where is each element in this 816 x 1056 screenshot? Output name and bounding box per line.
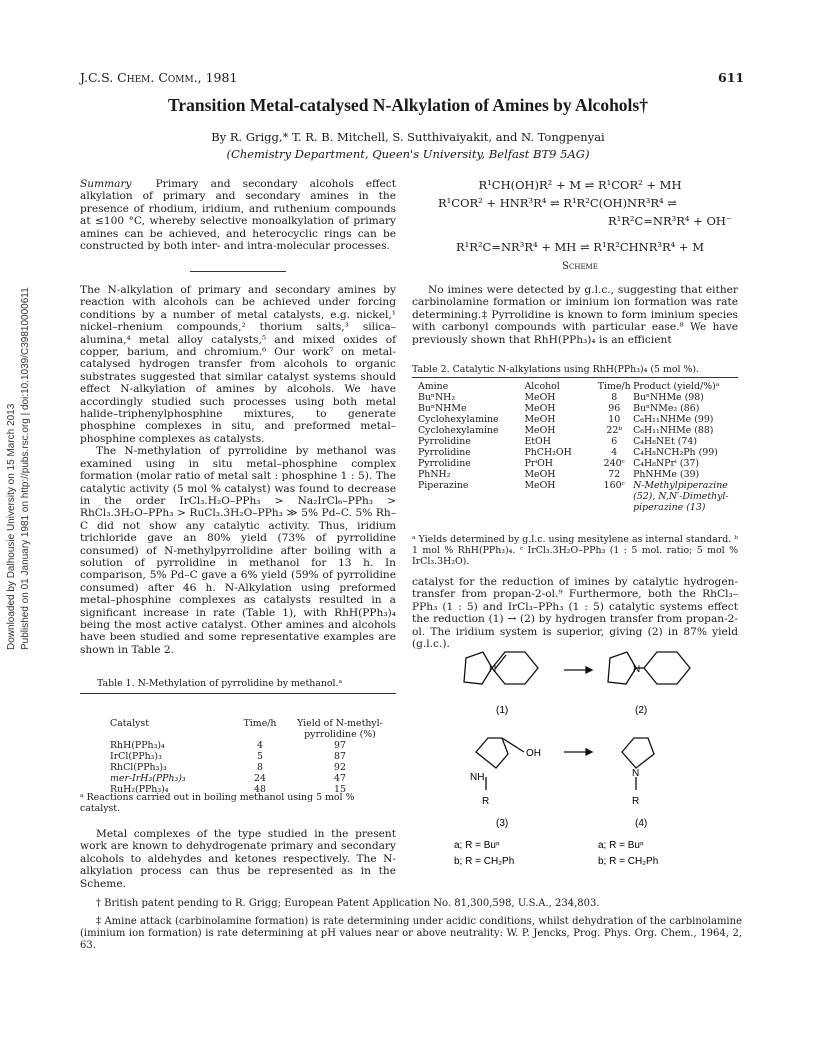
- variant-label: a; R = Buⁿ: [598, 840, 644, 851]
- table1-cell: mer-IrH₃(PPh₃)₃: [110, 773, 186, 784]
- compound-label: (2): [635, 705, 648, 716]
- table1-cell: IrCl(PPh₃)₃: [110, 751, 162, 762]
- table2-cell: BuⁿNH₂: [418, 392, 456, 403]
- structure-4: [622, 738, 654, 790]
- download-watermark: [0, 260, 40, 660]
- body-paragraph: catalyst for the reduction of imines by catalytic hydrogen-transfer from propan-2-ol.⁹ Furthermore, both the RhCl₃–PPh₃ (1 : 5) and IrCl₃–PPh₃ (1 : 5) catalytic systems effect the reduction (1) → (2) by hydrogen transfer from propan-2-ol. The iridium system is superior, giving (2) in 87% yield (g.l.c.).: [412, 576, 738, 651]
- table2-cell: PhNH₂: [418, 469, 451, 480]
- table2-footnote: ᵃ Yields determined by g.l.c. using mesitylene as internal standard. ᵇ 1 mol % RhH(PPh₃)₄. ᶜ IrCl₃.3H₂O–PPh₃ (1 : 5 mol. ratio; 5 mol % IrCl₃.3H₂O).: [412, 534, 738, 567]
- table2-cell: EtOH: [524, 436, 551, 447]
- footnote-dagger: † British patent pending to R. Grigg; European Patent Application No. 81,300,598, U.S.A., 234,803.: [96, 898, 600, 909]
- table2-cell: PhCH₂OH: [524, 447, 572, 458]
- table2: [418, 381, 744, 513]
- structure-2: [608, 652, 690, 684]
- scheme-label: Scheme: [562, 261, 598, 272]
- table1-header: Catalyst: [110, 718, 149, 729]
- table1-cell: 87: [334, 751, 346, 762]
- table2-cell: BuⁿNHMe: [418, 403, 467, 414]
- table2-cell: Pyrrolidine: [418, 458, 471, 469]
- table1-cell: 15: [334, 784, 346, 795]
- compound-label: (1): [496, 705, 509, 716]
- compound-label: (3): [496, 818, 509, 829]
- nitrogen-label: N: [632, 768, 640, 779]
- table2-cell: PhNHMe (39): [633, 469, 700, 480]
- body-paragraph: The N-alkylation of primary and secondary amines by reaction with alcohols can be achieved under forcing conditions by a number of metal catalysts, e.g. nickel,¹ nickel–rhenium compounds,² thorium salts,³ silica–alumina,⁴ metal alloy catalysts,⁵ and mixed oxides of copper, barium, and chromium.⁶ Our work⁷ on metal-catalysed hydrogen transfer from alcohols to organic substrates suggested that similar catalyst systems should effect N-alkylation of amines by alcohols. We have accordingly studied such processes using both metal halide–triphenylphosphine mixtures, to generate phosphine complexes in situ, and preformed metal–phosphine complexes as catalysts.: [80, 284, 396, 445]
- body-left-end: [80, 828, 396, 890]
- summary: [80, 178, 396, 252]
- nitrogen-label: N: [633, 664, 641, 675]
- reaction-arrow: [564, 667, 592, 673]
- article-title: Transition Metal-catalysed N-Alkylation of Amines by Alcohols†: [168, 95, 648, 115]
- table2-cell: 10: [608, 414, 621, 425]
- table2-cell: 240ᶜ: [603, 458, 625, 469]
- amine-label: NH: [470, 772, 485, 783]
- table2-cell: C₄H₈NCH₂Ph (99): [633, 447, 718, 458]
- table2-caption: Table 2. Catalytic N-alkylations using RhH(PPh₃)₄ (5 mol %).: [412, 364, 700, 375]
- table2-cell: 4: [611, 447, 618, 458]
- table2-cell: C₄H₈NPrⁱ (37): [633, 458, 700, 469]
- scheme-equation: R¹CH(OH)R² + M ⇌ R¹COR² + MH: [478, 178, 682, 192]
- table2-cell: C₆H₁₁NHMe (99): [633, 414, 714, 425]
- body-paragraph: The N-methylation of pyrrolidine by methanol was examined using in situ metal–phosphine complex formation (molar ratio of metal salt : phosphine 1 : 5). The catalytic activity (5 mol % catalyst) was found to decrease in the order IrCl₃.H₂O–PPh₃ > Na₂IrCl₆–PPh₃ > RhCl₃.3H₂O–PPh₃ > RuCl₃.3H₂O–PPh₃ ≫ 5% Pd–C. 5% Rh–C did not show any catalytic activity. Thus, iridium trichloride gave an 80% yield (73% of pyrrolidine consumed) of N-methylpyrrolidine after boiling with a solution of pyrrolidine in methanol for 13 h. In comparison, 5% Pd–C gave a 6% yield (59% of pyrrolidine consumed) after 46 h. N-Alkylation using preformed metal–phosphine complexes as catalysts resulted in a significant increase in rate (Table 1), with RhH(PPh₃)₄ being the most active catalyst. Other amines and alcohols have been studied and some representative examples are shown in Table 2.: [80, 445, 396, 656]
- table1-cell: 92: [334, 762, 346, 773]
- table1-cell: 8: [257, 762, 263, 773]
- table1-cell: 24: [254, 773, 266, 784]
- summary-label: Summary: [80, 178, 132, 190]
- reaction-scheme: [420, 176, 740, 276]
- table1-cell: 5: [257, 751, 263, 762]
- summary-divider: [190, 271, 286, 272]
- scheme-equation: R¹R²C=NR³R⁴ + OH⁻: [607, 214, 732, 228]
- table2-cell: Pyrrolidine: [418, 436, 471, 447]
- page-number: 611: [718, 70, 745, 85]
- table2-cell: 96: [608, 403, 621, 414]
- table2-cell: PrⁱOH: [524, 458, 553, 469]
- table2-cell: MeOH: [524, 392, 556, 403]
- table2-cell: 8: [611, 392, 618, 403]
- footnote-double-dagger: ‡ Amine attack (carbinolamine formation) is rate determining under acidic conditions, whilst dehydration of the carbinolamine (iminium ion formation) is rate determining at pH values near or above neutrality: W. P. Jencks, Prog. Phys. Org. Chem., 1964, 2, 63.: [80, 916, 742, 951]
- summary-text: Primary and secondary alcohols effect alkylation of primary and secondary amines in the presence of rhodium, iridium, and ruthenium compounds at ≤100 °C, whereby selective monoalkylation of primary amines can be achieved, and heterocyclic rings can be constructed by both inter- and intra-molecular processes.: [80, 178, 396, 253]
- table1-cell: RuH₂(PPh₃)₄: [110, 784, 169, 795]
- hydroxyl-label: OH: [526, 748, 541, 759]
- journal-header: J.C.S. Chem. Comm., 1981: [80, 70, 238, 85]
- affiliation: (Chemistry Department, Queen's University, Belfast BT9 5AG): [226, 147, 590, 161]
- nitrogen-label: N: [489, 664, 497, 675]
- table2-header: Product (yield/%)ᵃ: [633, 381, 720, 392]
- table2-cell: MeOH: [524, 403, 556, 414]
- table2-cell: C₄H₈NEt (74): [633, 436, 697, 447]
- table1-cell: 47: [334, 773, 346, 784]
- table2-cell: 160ᶜ: [603, 480, 625, 491]
- table1-header: Time/h: [243, 718, 277, 729]
- table2-cell: 6: [611, 436, 618, 447]
- table2-header: Time/h: [597, 381, 631, 392]
- table2-cell: MeOH: [524, 414, 556, 425]
- table2-cell: 22ᵇ: [606, 425, 623, 436]
- table1-cell: RhH(PPh₃)₄: [110, 740, 165, 751]
- scheme-equation: R¹R²C=NR³R⁴ + MH ⇌ R¹R²CHNR³R⁴ + M: [456, 240, 704, 254]
- table1-cell: RhCl(PPh₃)₃: [110, 762, 167, 773]
- table2-header: Amine: [418, 381, 449, 392]
- authors: By R. Grigg,* T. R. B. Mitchell, S. Sutthivaiyakit, and N. Tongpenyai: [211, 130, 605, 144]
- table2-top-rule: [412, 377, 738, 378]
- compound-label: (4): [635, 818, 648, 829]
- download-line: Downloaded by Dalhousie University on 15 March 2013: [6, 403, 17, 650]
- table1: [110, 718, 390, 795]
- table2-cell: N-Methylpiperazine (52), N,N′-Dimethyl-piperazine (13): [633, 480, 729, 513]
- scheme-equation: R¹COR² + HNR³R⁴ ⇌ R¹R²C(OH)NR³R⁴ ⇌: [438, 196, 677, 210]
- table2-cell: Pyrrolidine: [418, 447, 471, 458]
- variant-label: b; R = CH₂Ph: [598, 856, 659, 867]
- substituent-label: R: [482, 796, 490, 807]
- table2-cell: BuⁿNMe₂ (86): [633, 403, 700, 414]
- table1-top-rule: [80, 693, 396, 694]
- table2-cell: Cyclohexylamine: [418, 414, 499, 425]
- table2-cell: C₆H₁₁NHMe (88): [633, 425, 714, 436]
- structure-diagrams: [440, 640, 740, 880]
- body-left: [80, 284, 396, 656]
- variant-label: a; R = Buⁿ: [454, 840, 500, 851]
- table2-cell: 72: [608, 469, 621, 480]
- table1-cell: 4: [257, 740, 263, 751]
- variant-label: b; R = CH₂Ph: [454, 856, 515, 867]
- substituent-label: R: [632, 796, 640, 807]
- table2-cell: MeOH: [524, 480, 556, 491]
- table1-cell: 48: [254, 784, 266, 795]
- body-paragraph: No imines were detected by g.l.c., suggesting that either carbinolamine formation or iminium ion formation was rate determining.‡ Pyrrolidine is known to form iminium species with carbonyl compounds with particular ease.⁸ We have previously shown that RhH(PPh₃)₄ is an efficient: [412, 284, 738, 346]
- table2-cell: MeOH: [524, 425, 556, 436]
- body-right-top: [412, 284, 738, 346]
- table1-footnote: ᵃ Reactions carried out in boiling methanol using 5 mol % catalyst.: [80, 792, 355, 814]
- table1-header: Yield of N-methyl-pyrrolidine (%): [297, 718, 383, 740]
- table2-header: Alcohol: [524, 381, 560, 392]
- table1-caption: Table 1. N-Methylation of pyrrolidine by methanol.ᵃ: [97, 678, 343, 689]
- table2-cell: Piperazine: [418, 480, 469, 491]
- table2-cell: MeOH: [524, 469, 556, 480]
- reaction-arrow: [564, 749, 592, 755]
- table2-cell: Cyclohexylamine: [418, 425, 499, 436]
- table1-cell: 97: [334, 740, 346, 751]
- published-line: Published on 01 January 1981 on http://pubs.rsc.org | doi:10.1039/C39810000611: [20, 287, 31, 650]
- body-paragraph: Metal complexes of the type studied in the present work are known to dehydrogenate primary and secondary alcohols to aldehydes and ketones respectively. The N-alkylation process can thus be represented as in the Scheme.: [80, 828, 396, 890]
- structure-1: [464, 652, 538, 684]
- table2-cell: BuⁿNHMe (98): [633, 392, 704, 403]
